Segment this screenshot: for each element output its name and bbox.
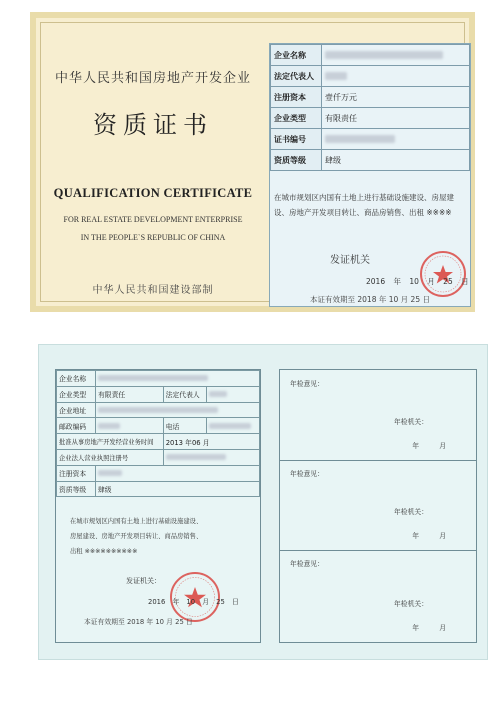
legal-rep-label: 法定代表人 [271, 66, 322, 87]
certificate-info-panel [269, 43, 471, 307]
redacted-text [325, 135, 395, 143]
redacted-text [325, 51, 443, 59]
redacted-text [98, 423, 120, 429]
redacted-text [98, 407, 218, 413]
license-no-value [163, 449, 259, 465]
table-row [57, 481, 260, 497]
grade-label: 资质等级 [271, 150, 322, 171]
table-row [57, 418, 260, 434]
inspection-authority-label: 年检机关： [394, 508, 428, 516]
certificate-title-cn: 资质证书 [93, 111, 213, 139]
grade-value: 肆级 [322, 150, 470, 171]
redacted-text [209, 423, 251, 429]
capital-label: 注册资本 [57, 465, 96, 481]
table-row [57, 449, 260, 465]
redacted-text [209, 391, 227, 397]
redacted-text [98, 375, 208, 381]
phone-value [207, 418, 260, 434]
table-row [57, 465, 260, 481]
approval-date-label: 批准从事房地产开发经营业务时间 [57, 434, 164, 450]
inspection-date-label: 年 月 [412, 532, 446, 540]
issuing-authority: 发证机关： [126, 577, 161, 585]
phone-label: 电话 [163, 418, 207, 434]
table-row [271, 129, 470, 150]
inspection-opinion-label: 年检意见： [290, 470, 324, 478]
redacted-text [166, 454, 226, 460]
annual-inspection-box [280, 370, 476, 461]
certificate-details-panel [55, 369, 261, 643]
capital-value [96, 465, 260, 481]
grade-value: 肆级 [96, 481, 260, 497]
certificate-front [30, 12, 475, 312]
legal-rep-label: 法定代表人 [163, 386, 207, 402]
inspection-opinion-label: 年检意见： [290, 560, 324, 568]
table-row [271, 108, 470, 129]
cert-no-label: 证书编号 [271, 129, 322, 150]
business-scope: 在城市规划区内国有土地上进行基础设施建设、房屋建设、房地产开发项目转让、商品房销售、出租 ※※※※ [274, 193, 454, 217]
inspection-date-label: 年 月 [412, 624, 446, 632]
details-table [56, 370, 260, 497]
legal-rep-value [322, 66, 470, 87]
valid-until: 本证有效期至 2018 年 10 月 25 日 [84, 618, 193, 626]
legal-rep-value [207, 386, 260, 402]
certificate-subtitle-en-1: FOR REAL ESTATE DEVELOPMENT ENTERPRISE [63, 215, 243, 224]
company-name-label: 企业名称 [271, 45, 322, 66]
inspection-authority-label: 年检机关： [394, 418, 428, 426]
annual-inspection-box [280, 550, 476, 642]
redacted-text [98, 470, 122, 476]
capital-value: 壹仟万元 [322, 87, 470, 108]
grade-label: 资质等级 [57, 481, 96, 497]
info-table [270, 44, 470, 171]
company-name-value [96, 371, 260, 387]
company-name-value [322, 45, 470, 66]
ministry-name: 中华人民共和国建设部制 [92, 285, 214, 296]
table-row [271, 66, 470, 87]
table-row [271, 45, 470, 66]
redacted-text [325, 72, 347, 80]
company-name-label: 企业名称 [57, 371, 96, 387]
annual-inspection-panel [279, 369, 477, 643]
type-value: 有限责任 [322, 108, 470, 129]
valid-until: 本证有效期至 2018 年 10 月 25 日 [310, 295, 430, 304]
issuing-authority: 发证机关 [330, 255, 370, 266]
table-row [271, 87, 470, 108]
org-title: 中华人民共和国房地产开发企业 [54, 71, 251, 86]
certificate-subtitle-en-2: IN THE PEOPLE`S REPUBLIC OF CHINA [80, 233, 226, 242]
address-label: 企业地址 [57, 402, 96, 418]
certificate-cover-panel [41, 23, 265, 301]
official-seal-icon [418, 249, 468, 299]
certificate-title-en: QUALIFICATION CERTIFICATE [53, 186, 253, 200]
postcode-value [96, 418, 164, 434]
cert-no-value [322, 129, 470, 150]
inspection-date-label: 年 月 [412, 442, 446, 450]
issue-date: 2016 年 10 月 25 日 [366, 277, 469, 286]
inspection-authority-label: 年检机关： [394, 600, 428, 608]
address-value [96, 402, 260, 418]
approval-date-value: 2013 年06 月 [163, 434, 259, 450]
table-row [57, 402, 260, 418]
table-row [57, 434, 260, 450]
table-row [57, 371, 260, 387]
table-row [57, 386, 260, 402]
capital-label: 注册资本 [271, 87, 322, 108]
postcode-label: 邮政编码 [57, 418, 96, 434]
inspection-opinion-label: 年检意见： [290, 380, 324, 388]
certificate-back [38, 344, 488, 660]
issue-date: 2016 年 10 月 25 日 [148, 598, 239, 606]
type-label: 企业类型 [57, 386, 96, 402]
type-label: 企业类型 [271, 108, 322, 129]
scope-line: 在城市规划区内国有土地上进行基础设施建设、 [70, 518, 203, 525]
business-scope [70, 514, 254, 559]
certificate-frame [40, 22, 469, 304]
scope-line: 出租 ※※※※※※※※※※ [70, 548, 138, 555]
annual-inspection-box [280, 460, 476, 551]
table-row [271, 150, 470, 171]
license-no-label: 企业法人营业执照注册号 [57, 449, 164, 465]
type-value: 有限责任 [96, 386, 164, 402]
scope-line: 房屋建设、房地产开发项目转让、商品房销售、 [70, 533, 203, 540]
